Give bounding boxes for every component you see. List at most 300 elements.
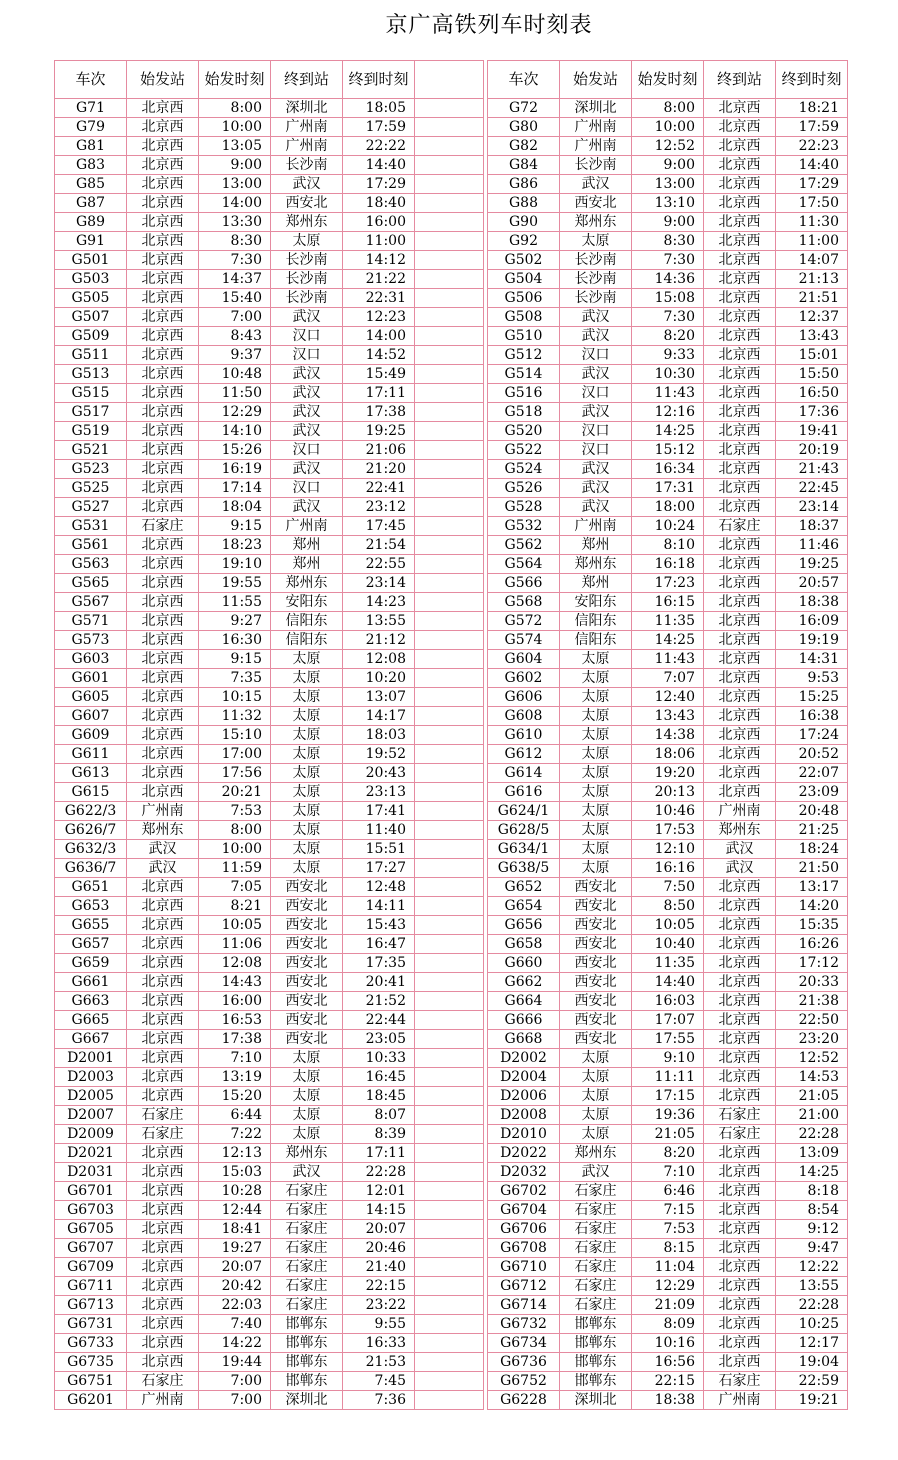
terminal-station-cell: 北京西 [704,669,776,688]
terminal-station-cell: 北京西 [704,1353,776,1372]
table-row [488,175,848,194]
table-row [488,669,848,688]
train-number-cell: G6228 [488,1391,560,1410]
arrival-time-cell: 22:23 [776,137,848,156]
terminal-station-cell: 西安北 [271,973,343,992]
train-number-cell: D2022 [488,1144,560,1163]
terminal-station-cell: 石家庄 [271,1296,343,1315]
departure-time-cell: 15:10 [199,726,271,745]
blank-spacer-cell [415,1258,484,1277]
blank-spacer-cell [415,954,484,973]
departure-time-cell: 7:07 [632,669,704,688]
departure-time-cell: 10:05 [632,916,704,935]
arrival-time-cell: 21:50 [776,859,848,878]
terminal-station-cell: 北京西 [704,403,776,422]
origin-station-cell: 太原 [560,802,632,821]
terminal-station-cell: 北京西 [704,327,776,346]
blank-spacer-cell [415,1049,484,1068]
origin-station-cell: 北京西 [127,365,199,384]
arrival-time-cell: 17:59 [776,118,848,137]
terminal-station-cell: 太原 [271,1049,343,1068]
table-row [55,137,484,156]
train-number-cell: G6710 [488,1258,560,1277]
origin-station-cell: 信阳东 [560,612,632,631]
train-number-cell: G522 [488,441,560,460]
table-row [488,878,848,897]
blank-spacer-cell [415,897,484,916]
terminal-station-cell: 深圳北 [271,99,343,118]
table-row [488,1391,848,1410]
arrival-time-cell: 17:29 [343,175,415,194]
table-row [488,954,848,973]
table-row [55,403,484,422]
origin-station-cell: 北京西 [127,1011,199,1030]
departure-time-cell: 7:30 [632,251,704,270]
origin-station-cell: 汉口 [560,346,632,365]
blank-spacer-cell [415,764,484,783]
blank-spacer-cell [415,1030,484,1049]
arrival-time-cell: 22:28 [776,1125,848,1144]
departure-time-cell: 19:44 [199,1353,271,1372]
arrival-time-cell: 9:12 [776,1220,848,1239]
terminal-station-cell: 北京西 [704,1011,776,1030]
train-number-cell: G524 [488,460,560,479]
departure-time-cell: 6:46 [632,1182,704,1201]
train-number-cell: G509 [55,327,127,346]
departure-time-cell: 14:38 [632,726,704,745]
terminal-station-cell: 北京西 [704,1296,776,1315]
arrival-time-cell: 14:53 [776,1068,848,1087]
origin-station-cell: 北京西 [127,156,199,175]
terminal-station-cell: 太原 [271,783,343,802]
blank-spacer-cell [415,631,484,650]
terminal-station-cell: 西安北 [271,935,343,954]
departure-time-cell: 14:25 [632,422,704,441]
terminal-station-cell: 西安北 [271,992,343,1011]
train-number-cell: G654 [488,897,560,916]
table-row [55,802,484,821]
arrival-time-cell: 18:40 [343,194,415,213]
terminal-station-cell: 长沙南 [271,156,343,175]
departure-time-cell: 11:35 [632,954,704,973]
train-number-cell: G636/7 [55,859,127,878]
origin-station-cell: 太原 [560,764,632,783]
arrival-time-cell: 22:07 [776,764,848,783]
arrival-time-cell: 7:36 [343,1391,415,1410]
train-number-cell: G638/5 [488,859,560,878]
origin-station-cell: 北京西 [127,99,199,118]
departure-time-cell: 21:05 [632,1125,704,1144]
terminal-station-cell: 深圳北 [271,1391,343,1410]
table-row [488,802,848,821]
table-row [55,156,484,175]
departure-time-cell: 20:07 [199,1258,271,1277]
terminal-station-cell: 北京西 [704,555,776,574]
terminal-station-cell: 北京西 [704,536,776,555]
origin-station-cell: 北京西 [127,422,199,441]
terminal-station-cell: 太原 [271,232,343,251]
table-row [488,422,848,441]
terminal-station-cell: 北京西 [704,1201,776,1220]
origin-station-cell: 北京西 [127,878,199,897]
blank-spacer-cell [415,783,484,802]
arrival-time-cell: 10:25 [776,1315,848,1334]
terminal-station-cell: 石家庄 [271,1201,343,1220]
table-row [488,764,848,783]
departure-time-cell: 11:11 [632,1068,704,1087]
train-number-cell: G6704 [488,1201,560,1220]
arrival-time-cell: 13:55 [343,612,415,631]
table-row [55,840,484,859]
train-number-cell: G86 [488,175,560,194]
departure-time-cell: 8:21 [199,897,271,916]
table-row [488,1353,848,1372]
terminal-station-cell: 西安北 [271,897,343,916]
origin-station-cell: 北京西 [127,954,199,973]
terminal-station-cell: 广州南 [271,137,343,156]
origin-station-cell: 西安北 [560,973,632,992]
departure-time-cell: 7:35 [199,669,271,688]
arrival-time-cell: 16:47 [343,935,415,954]
table-row [55,821,484,840]
train-number-cell: G507 [55,308,127,327]
table-row [55,574,484,593]
terminal-station-cell: 北京西 [704,118,776,137]
departure-time-cell: 7:30 [199,251,271,270]
origin-station-cell: 太原 [560,840,632,859]
arrival-time-cell: 23:20 [776,1030,848,1049]
table-row [488,821,848,840]
origin-station-cell: 北京西 [127,194,199,213]
departure-time-cell: 22:15 [632,1372,704,1391]
terminal-station-cell: 北京西 [704,99,776,118]
table-row [488,1163,848,1182]
terminal-station-cell: 太原 [271,669,343,688]
origin-station-cell: 广州南 [560,118,632,137]
origin-station-cell: 西安北 [560,878,632,897]
origin-station-cell: 汉口 [560,441,632,460]
train-number-cell: G6732 [488,1315,560,1334]
origin-station-cell: 邯郸东 [560,1372,632,1391]
blank-spacer-cell [415,650,484,669]
train-number-cell: G6751 [55,1372,127,1391]
train-number-cell: G571 [55,612,127,631]
origin-station-cell: 西安北 [560,916,632,935]
origin-station-cell: 石家庄 [560,1182,632,1201]
origin-station-cell: 太原 [560,232,632,251]
origin-station-cell: 汉口 [560,422,632,441]
origin-station-cell: 北京西 [127,688,199,707]
origin-station-cell: 西安北 [560,954,632,973]
arrival-time-cell: 22:28 [776,1296,848,1315]
table-row [55,194,484,213]
departure-time-cell: 11:43 [632,650,704,669]
arrival-time-cell: 22:44 [343,1011,415,1030]
terminal-station-cell: 北京西 [704,916,776,935]
table-row [55,213,484,232]
origin-station-cell: 太原 [560,707,632,726]
terminal-station-cell: 广州南 [271,517,343,536]
origin-station-cell: 北京西 [127,213,199,232]
table-row [55,441,484,460]
terminal-station-cell: 石家庄 [704,1372,776,1391]
departure-time-cell: 9:00 [632,213,704,232]
origin-station-cell: 西安北 [560,194,632,213]
table-row [488,612,848,631]
terminal-station-cell: 北京西 [704,479,776,498]
terminal-station-cell: 北京西 [704,156,776,175]
arrival-time-cell: 20:07 [343,1220,415,1239]
arrival-time-cell: 20:19 [776,441,848,460]
origin-station-cell: 武汉 [127,840,199,859]
terminal-station-cell: 武汉 [271,175,343,194]
arrival-time-cell: 22:22 [343,137,415,156]
blank-spacer-cell [415,840,484,859]
origin-station-cell: 北京西 [127,1353,199,1372]
arrival-time-cell: 21:13 [776,270,848,289]
arrival-time-cell: 18:38 [776,593,848,612]
arrival-time-cell: 21:52 [343,992,415,1011]
origin-station-cell: 石家庄 [127,1106,199,1125]
origin-station-cell: 郑州东 [560,1144,632,1163]
table-row [488,1030,848,1049]
origin-station-cell: 邯郸东 [560,1334,632,1353]
train-number-cell: G528 [488,498,560,517]
arrival-time-cell: 21:06 [343,441,415,460]
train-number-cell: G523 [55,460,127,479]
train-number-cell: G6713 [55,1296,127,1315]
departure-time-cell: 12:13 [199,1144,271,1163]
train-number-cell: D2002 [488,1049,560,1068]
arrival-time-cell: 20:52 [776,745,848,764]
origin-station-cell: 北京西 [127,1163,199,1182]
departure-time-cell: 15:26 [199,441,271,460]
train-number-cell: G520 [488,422,560,441]
origin-station-cell: 武汉 [560,479,632,498]
arrival-time-cell: 21:25 [776,821,848,840]
departure-time-cell: 15:40 [199,289,271,308]
train-number-cell: G6711 [55,1277,127,1296]
blank-spacer-cell [415,498,484,517]
table-row [488,308,848,327]
train-number-cell: G508 [488,308,560,327]
train-number-cell: G531 [55,517,127,536]
train-number-cell: G622/3 [55,802,127,821]
arrival-time-cell: 14:20 [776,897,848,916]
header-terminal-station: 终到站 [271,61,343,99]
arrival-time-cell: 22:45 [776,479,848,498]
table-row [55,1220,484,1239]
departure-time-cell: 17:31 [632,479,704,498]
origin-station-cell: 广州南 [127,1391,199,1410]
table-row [488,840,848,859]
table-row [488,251,848,270]
timetable-left [54,60,484,1410]
origin-station-cell: 郑州东 [560,555,632,574]
train-number-cell: G71 [55,99,127,118]
table-row [55,1182,484,1201]
terminal-station-cell: 广州南 [271,118,343,137]
table-row [55,1049,484,1068]
terminal-station-cell: 西安北 [271,194,343,213]
arrival-time-cell: 19:52 [343,745,415,764]
arrival-time-cell: 23:14 [343,574,415,593]
train-number-cell: G82 [488,137,560,156]
departure-time-cell: 11:50 [199,384,271,403]
arrival-time-cell: 23:12 [343,498,415,517]
departure-time-cell: 12:16 [632,403,704,422]
terminal-station-cell: 广州南 [704,802,776,821]
table-row [488,574,848,593]
departure-time-cell: 16:15 [632,593,704,612]
table-row [488,631,848,650]
terminal-station-cell: 武汉 [271,498,343,517]
table-row [488,479,848,498]
blank-spacer-cell [415,1144,484,1163]
train-number-cell: G611 [55,745,127,764]
table-row [488,99,848,118]
departure-time-cell: 14:25 [632,631,704,650]
train-number-cell: G511 [55,346,127,365]
table-row [55,555,484,574]
terminal-station-cell: 石家庄 [271,1182,343,1201]
origin-station-cell: 北京西 [127,308,199,327]
arrival-time-cell: 22:28 [343,1163,415,1182]
origin-station-cell: 石家庄 [560,1258,632,1277]
table-row [55,479,484,498]
table-row [55,327,484,346]
table-row [55,1201,484,1220]
origin-station-cell: 北京西 [127,251,199,270]
origin-station-cell: 北京西 [127,289,199,308]
table-row [55,422,484,441]
origin-station-cell: 太原 [560,669,632,688]
blank-spacer-cell [415,1239,484,1258]
table-row [55,365,484,384]
departure-time-cell: 7:10 [632,1163,704,1182]
origin-station-cell: 北京西 [127,1334,199,1353]
train-number-cell: G665 [55,1011,127,1030]
terminal-station-cell: 邯郸东 [271,1334,343,1353]
arrival-time-cell: 17:59 [343,118,415,137]
table-row [488,1258,848,1277]
arrival-time-cell: 16:09 [776,612,848,631]
origin-station-cell: 武汉 [560,403,632,422]
table-row [488,593,848,612]
terminal-station-cell: 北京西 [704,289,776,308]
train-number-cell: G83 [55,156,127,175]
arrival-time-cell: 17:35 [343,954,415,973]
table-row [55,308,484,327]
departure-time-cell: 13:10 [632,194,704,213]
terminal-station-cell: 太原 [271,859,343,878]
train-number-cell: G79 [55,118,127,137]
blank-spacer-cell [415,1315,484,1334]
table-row [488,1144,848,1163]
departure-time-cell: 13:30 [199,213,271,232]
blank-spacer-cell [415,707,484,726]
terminal-station-cell: 邯郸东 [271,1353,343,1372]
terminal-station-cell: 北京西 [704,574,776,593]
blank-spacer-cell [415,422,484,441]
arrival-time-cell: 21:05 [776,1087,848,1106]
train-number-cell: G6712 [488,1277,560,1296]
origin-station-cell: 北京西 [127,992,199,1011]
terminal-station-cell: 北京西 [704,175,776,194]
arrival-time-cell: 22:50 [776,1011,848,1030]
blank-spacer-cell [415,479,484,498]
header-train-number: 车次 [488,61,560,99]
blank-spacer-cell [415,156,484,175]
table-row [55,897,484,916]
departure-time-cell: 11:32 [199,707,271,726]
train-number-cell: D2032 [488,1163,560,1182]
departure-time-cell: 14:40 [632,973,704,992]
departure-time-cell: 7:30 [632,308,704,327]
arrival-time-cell: 23:09 [776,783,848,802]
arrival-time-cell: 14:15 [343,1201,415,1220]
train-number-cell: G6708 [488,1239,560,1258]
train-number-cell: D2003 [55,1068,127,1087]
departure-time-cell: 8:30 [199,232,271,251]
departure-time-cell: 16:30 [199,631,271,650]
train-number-cell: G513 [55,365,127,384]
origin-station-cell: 北京西 [127,1201,199,1220]
arrival-time-cell: 21:43 [776,460,848,479]
train-number-cell: G519 [55,422,127,441]
terminal-station-cell: 长沙南 [271,270,343,289]
table-row [488,1068,848,1087]
table-row [488,1277,848,1296]
table-row [488,346,848,365]
train-number-cell: G80 [488,118,560,137]
blank-spacer-cell [415,1353,484,1372]
departure-time-cell: 18:38 [632,1391,704,1410]
origin-station-cell: 北京西 [127,137,199,156]
table-row [488,1106,848,1125]
departure-time-cell: 11:59 [199,859,271,878]
table-row [488,498,848,517]
blank-spacer-cell [415,365,484,384]
departure-time-cell: 17:07 [632,1011,704,1030]
departure-time-cell: 12:52 [632,137,704,156]
arrival-time-cell: 13:55 [776,1277,848,1296]
arrival-time-cell: 20:46 [343,1239,415,1258]
departure-time-cell: 7:53 [199,802,271,821]
terminal-station-cell: 石家庄 [271,1258,343,1277]
blank-spacer-cell [415,251,484,270]
train-number-cell: G608 [488,707,560,726]
blank-spacer-cell [415,1220,484,1239]
terminal-station-cell: 北京西 [704,1277,776,1296]
terminal-station-cell: 北京西 [704,973,776,992]
table-row [488,1296,848,1315]
header-arrival-time: 终到时刻 [343,61,415,99]
departure-time-cell: 14:37 [199,270,271,289]
origin-station-cell: 邯郸东 [560,1315,632,1334]
table-row [55,1296,484,1315]
arrival-time-cell: 9:47 [776,1239,848,1258]
terminal-station-cell: 郑州东 [271,1144,343,1163]
origin-station-cell: 太原 [560,783,632,802]
terminal-station-cell: 郑州东 [271,213,343,232]
origin-station-cell: 北京西 [127,1087,199,1106]
origin-station-cell: 北京西 [127,479,199,498]
table-row [55,1163,484,1182]
train-number-cell: G6701 [55,1182,127,1201]
table-row [55,175,484,194]
terminal-station-cell: 北京西 [704,1049,776,1068]
